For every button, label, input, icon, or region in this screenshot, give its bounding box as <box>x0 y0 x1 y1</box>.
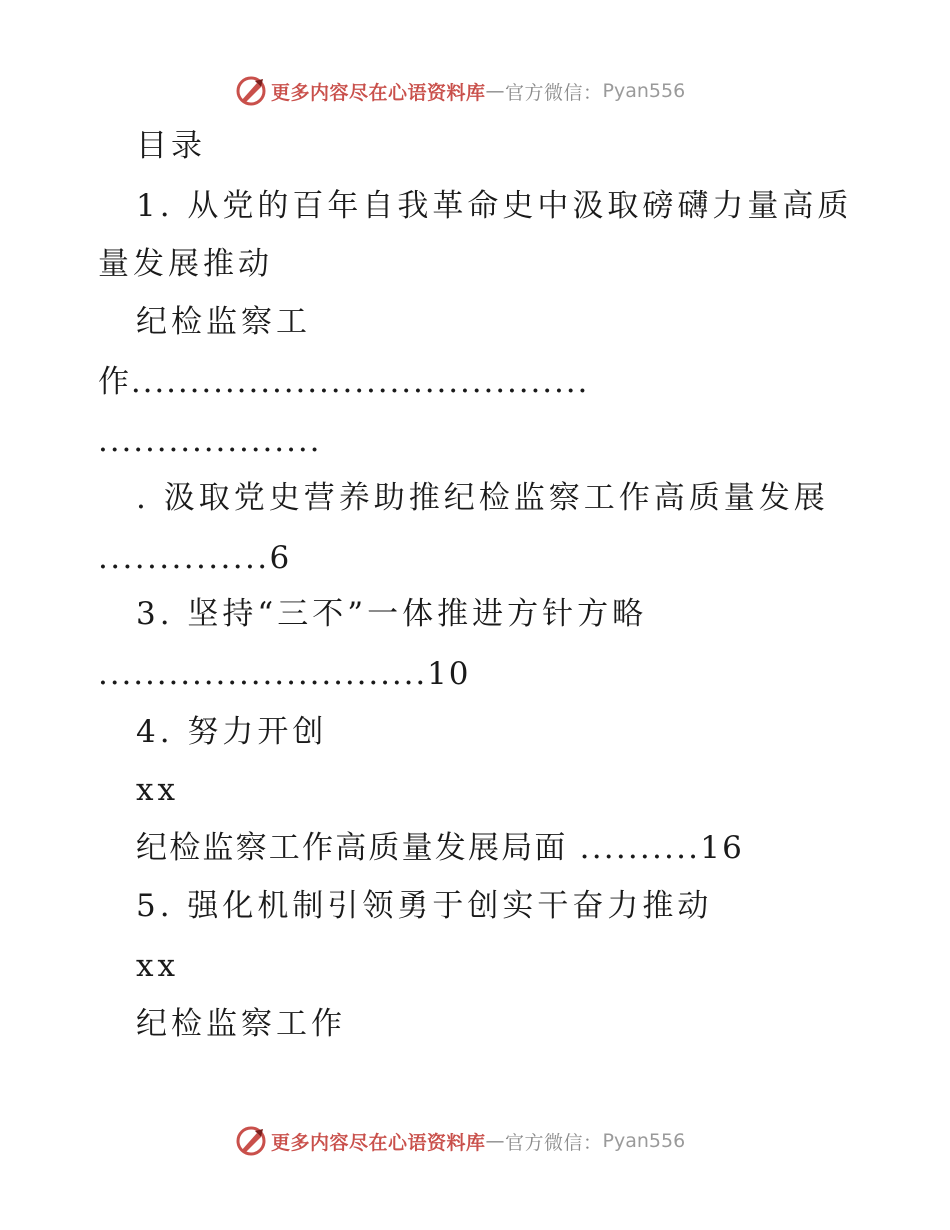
watermark-account: Pyan556 <box>602 1130 686 1152</box>
toc-line-3: 纪检监察工 <box>136 304 311 340</box>
watermark-brand: 更多内容尽在心语资料库 <box>271 81 486 104</box>
quill-logo-icon <box>235 1125 267 1157</box>
toc-line-8: 3. 坚持“三不”一体推进方针方略 <box>136 596 648 632</box>
toc-line-14: xx <box>136 948 179 984</box>
toc-line-9: ............................10 <box>98 656 471 692</box>
toc-line-12: 纪检监察工作高质量发展局面 ..........16 <box>136 830 745 866</box>
watermark-account: Pyan556 <box>602 80 686 102</box>
toc-line-4: 作....................................... <box>98 364 590 400</box>
toc-line-7: ..............6 <box>98 540 292 576</box>
watermark-header <box>235 74 685 108</box>
watermark-brand: 更多内容尽在心语资料库 <box>271 1131 486 1154</box>
toc-line-6: . 汲取党史营养助推纪检监察工作高质量发展 <box>136 480 829 516</box>
toc-heading: 目录 <box>136 128 206 164</box>
watermark-dash: — <box>485 1130 506 1152</box>
toc-line-15: 纪检监察工作 <box>136 1006 346 1042</box>
watermark-dash: — <box>485 80 506 102</box>
toc-line-10: 4. 努力开创 <box>136 714 328 750</box>
watermark-official-label: 官方微信： <box>505 1131 603 1154</box>
watermark-official-label: 官方微信： <box>505 81 603 104</box>
quill-logo-icon <box>235 75 267 107</box>
watermark-footer <box>235 1124 685 1158</box>
toc-line-2: 量发展推动 <box>98 246 273 282</box>
toc-line-11: xx <box>136 772 179 808</box>
toc-line-5: ................... <box>98 423 322 459</box>
toc-line-13: 5. 强化机制引领勇于创实干奋力推动 <box>136 888 713 924</box>
toc-line-1: 1. 从党的百年自我革命史中汲取磅礴力量高质 <box>136 188 853 224</box>
